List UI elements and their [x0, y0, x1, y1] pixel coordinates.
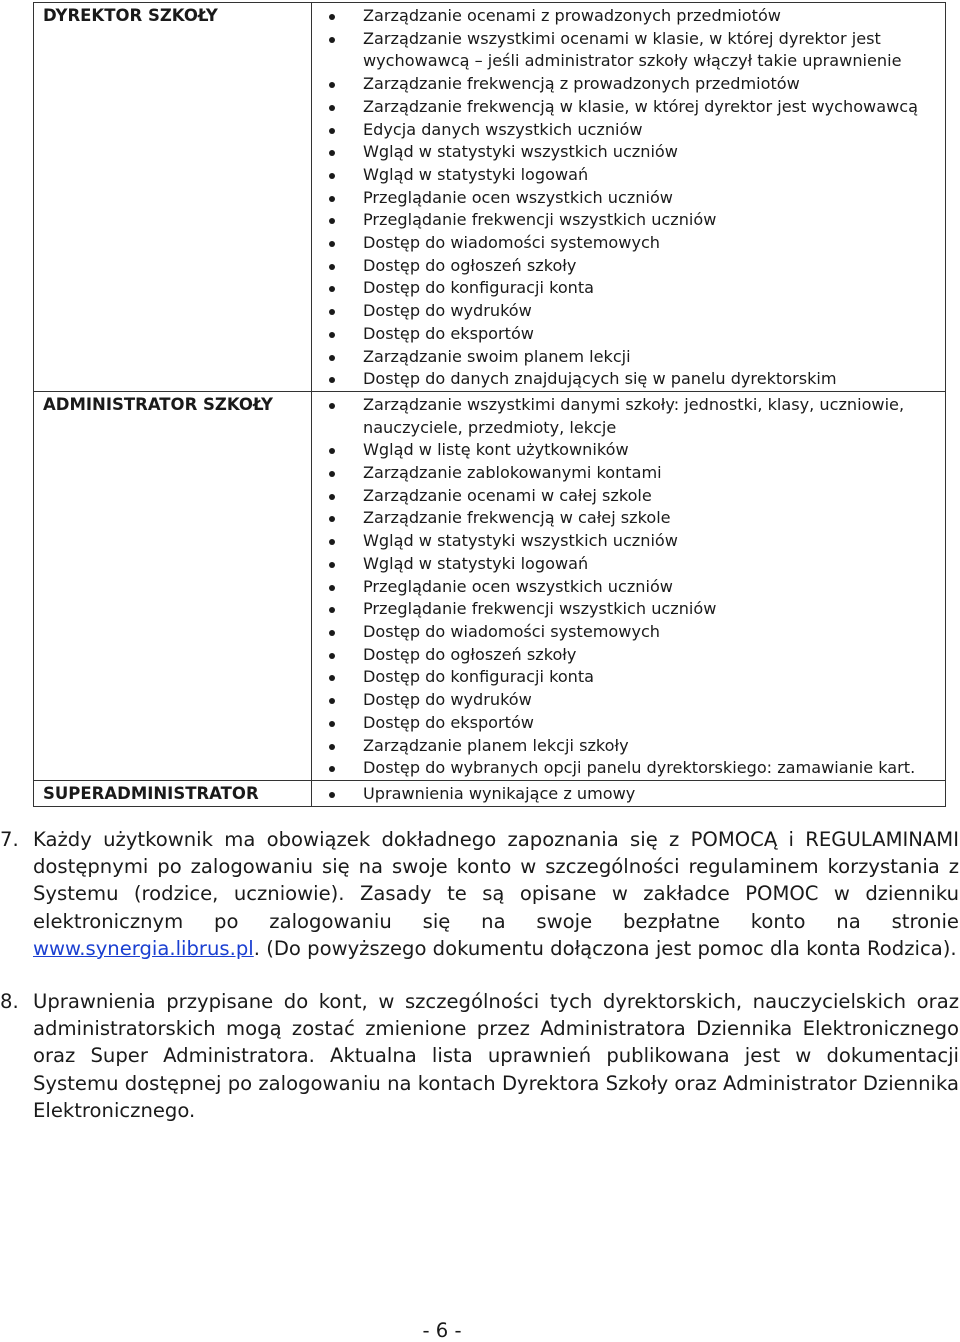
- permission-item: [312, 621, 945, 644]
- permission-text: Dostęp do wybranych opcji panelu dyrektorskiego: zamawianie kart.: [363, 758, 916, 778]
- role-row: [34, 3, 946, 392]
- permission-item: [312, 5, 945, 28]
- bullet-icon: [329, 264, 335, 270]
- bullet-icon: [329, 792, 335, 798]
- permission-text: Dostęp do eksportów: [363, 712, 534, 732]
- permission-text: Wgląd w statystyki logowań: [363, 164, 589, 184]
- permission-text: Wgląd w statystyki wszystkich uczniów: [363, 142, 678, 162]
- permission-item: [312, 277, 945, 300]
- bullet-icon: [329, 562, 335, 568]
- bullet-icon: [329, 721, 335, 727]
- permission-item: [312, 485, 945, 508]
- bullet-icon: [329, 653, 335, 659]
- bullet-icon: [329, 675, 335, 681]
- bullet-icon: [329, 698, 335, 704]
- bullet-icon: [329, 150, 335, 156]
- bullet-icon: [329, 128, 335, 134]
- bullet-icon: [329, 14, 335, 20]
- bullet-icon: [329, 585, 335, 591]
- permission-item: [312, 576, 945, 599]
- permission-text: Zarządzanie ocenami w całej szkole: [363, 485, 652, 505]
- permission-item: [312, 553, 945, 576]
- role-permissions: [312, 780, 946, 806]
- permission-text: Zarządzanie frekwencją w klasie, w której dyrektor jest wychowawcą: [363, 96, 918, 116]
- permission-item: [312, 598, 945, 621]
- permission-text: Dostęp do wydruków: [363, 690, 532, 710]
- permission-item: [312, 28, 945, 73]
- permission-item: [312, 757, 945, 780]
- permission-text: Dostęp do ogłoszeń szkoły: [363, 644, 577, 664]
- bullet-icon: [329, 539, 335, 545]
- permission-text: Przeglądanie frekwencji wszystkich uczniów: [363, 210, 717, 230]
- permission-item: [312, 666, 945, 689]
- permission-item: [312, 394, 945, 439]
- bullet-icon: [329, 377, 335, 383]
- page-number: - 6 -: [422, 1319, 462, 1342]
- paragraph-7: [0, 826, 959, 962]
- bullet-icon: [329, 494, 335, 500]
- role-name: SUPERADMINISTRATOR: [34, 780, 312, 806]
- permission-text: Edycja danych wszystkich uczniów: [363, 119, 643, 139]
- permission-text: Zarządzanie wszystkimi ocenami w klasie, w której dyrektor jest wychowawcą – jeśli administrator szkoły włączył takie uprawnienie: [363, 28, 902, 71]
- bullet-icon: [329, 332, 335, 338]
- role-permissions: [312, 3, 946, 392]
- permission-text: Dostęp do wiadomości systemowych: [363, 621, 661, 641]
- bullet-icon: [329, 309, 335, 315]
- permission-text: Wgląd w statystyki logowań: [363, 553, 589, 573]
- permission-text: Przeglądanie ocen wszystkich uczniów: [363, 187, 673, 207]
- permission-item: [312, 209, 945, 232]
- permission-item: [312, 73, 945, 96]
- permission-item: [312, 689, 945, 712]
- permission-text: Dostęp do wiadomości systemowych: [363, 233, 661, 253]
- paragraph-8-number: 8.: [0, 990, 19, 1013]
- bullet-icon: [329, 471, 335, 477]
- permission-text: Dostęp do konfiguracji konta: [363, 278, 595, 298]
- permission-item: [312, 300, 945, 323]
- permission-text: Zarządzanie ocenami z prowadzonych przedmiotów: [363, 6, 781, 25]
- permission-item: [312, 187, 945, 210]
- permission-text: Zarządzanie wszystkimi danymi szkoły: jednostki, klasy, uczniowie, nauczyciele, przedmioty, lekcje: [363, 394, 905, 437]
- permission-text: Przeglądanie frekwencji wszystkich uczniów: [363, 599, 717, 619]
- role-row: [34, 391, 946, 780]
- bullet-icon: [329, 355, 335, 361]
- permission-text: Uprawnienia wynikające z umowy: [363, 783, 636, 803]
- permission-item: [312, 323, 945, 346]
- permission-item: [312, 164, 945, 187]
- permission-item: [312, 232, 945, 255]
- permission-item: [312, 119, 945, 142]
- permission-text: Dostęp do ogłoszeń szkoły: [363, 255, 577, 275]
- permission-item: [312, 783, 945, 806]
- permission-text: Przeglądanie ocen wszystkich uczniów: [363, 576, 673, 596]
- permission-text: Wgląd w listę kont użytkowników: [363, 440, 629, 460]
- role-row: [34, 780, 946, 806]
- permission-text: Zarządzanie swoim planem lekcji: [363, 346, 631, 366]
- permission-item: [312, 712, 945, 735]
- bullet-icon: [329, 516, 335, 522]
- role-permissions: [312, 391, 946, 780]
- permission-text: Zarządzanie zablokowanymi kontami: [363, 463, 662, 483]
- bullet-icon: [329, 448, 335, 454]
- paragraph-7-text: Każdy użytkownik ma obowiązek dokładnego zapoznania się z POMOCĄ i REGULAMINAMI dostępnymi po zalogowaniu się na swoje konto w szczególności regulaminem korzystania z Systemu (rodzice, uczniowie). Zasady te są opisane w zakładce POMOC w dzienniku elektronicznym po zalogowaniu się na swoje bezpłatne konto na stronie: [33, 828, 959, 933]
- permission-list: [312, 394, 945, 780]
- permission-item: [312, 462, 945, 485]
- permission-text: Dostęp do wydruków: [363, 301, 532, 321]
- role-name: DYREKTOR SZKOŁY: [34, 3, 312, 392]
- permission-text: Zarządzanie planem lekcji szkoły: [363, 735, 629, 755]
- bullet-icon: [329, 403, 335, 409]
- permission-text: Dostęp do danych znajdujących się w panelu dyrektorskim: [363, 369, 837, 389]
- permission-item: [312, 346, 945, 369]
- permission-item: [312, 439, 945, 462]
- paragraph-7-text-end: . (Do powyższego dokumentu dołączona jest pomoc dla konta Rodzica).: [253, 936, 957, 960]
- bullet-icon: [329, 744, 335, 750]
- permission-text: Zarządzanie frekwencją z prowadzonych przedmiotów: [363, 74, 800, 94]
- bullet-icon: [329, 766, 335, 772]
- permission-item: [312, 507, 945, 530]
- permission-item: [312, 141, 945, 164]
- bullet-icon: [329, 105, 335, 111]
- permission-item: [312, 368, 945, 391]
- permission-item: [312, 255, 945, 278]
- bullet-icon: [329, 37, 335, 43]
- bullet-icon: [329, 173, 335, 179]
- permission-list: [312, 5, 945, 391]
- permission-list: [312, 783, 945, 806]
- role-name: ADMINISTRATOR SZKOŁY: [34, 391, 312, 780]
- roles-permissions-table: [33, 2, 946, 807]
- bullet-icon: [329, 196, 335, 202]
- bullet-icon: [329, 218, 335, 224]
- permission-item: [312, 644, 945, 667]
- permission-text: Zarządzanie frekwencją w całej szkole: [363, 508, 671, 528]
- paragraph-8: [0, 988, 959, 1124]
- permission-item: [312, 530, 945, 553]
- bullet-icon: [329, 286, 335, 292]
- permission-text: Wgląd w statystyki wszystkich uczniów: [363, 531, 678, 551]
- bullet-icon: [329, 607, 335, 613]
- permission-text: Dostęp do eksportów: [363, 323, 534, 343]
- bullet-icon: [329, 630, 335, 636]
- permission-item: [312, 96, 945, 119]
- permission-text: Dostęp do konfiguracji konta: [363, 667, 595, 687]
- bullet-icon: [329, 241, 335, 247]
- paragraph-8-text: Uprawnienia przypisane do kont, w szczególności tych dyrektorskich, nauczycielskich oraz administratorskich mogą zostać zmienione przez Administratora Dziennika Elektronicznego oraz Super Administratora. Aktualna lista uprawnień publikowana jest w dokumentacji Systemu dostępnej po zalogowaniu na kontach Dyrektora Szkoły oraz Administrator Dziennika Elektronicznego.: [33, 990, 959, 1122]
- synergia-link[interactable]: www.synergia.librus.pl: [33, 936, 254, 960]
- permission-item: [312, 735, 945, 758]
- bullet-icon: [329, 82, 335, 88]
- paragraph-7-number: 7.: [0, 828, 19, 851]
